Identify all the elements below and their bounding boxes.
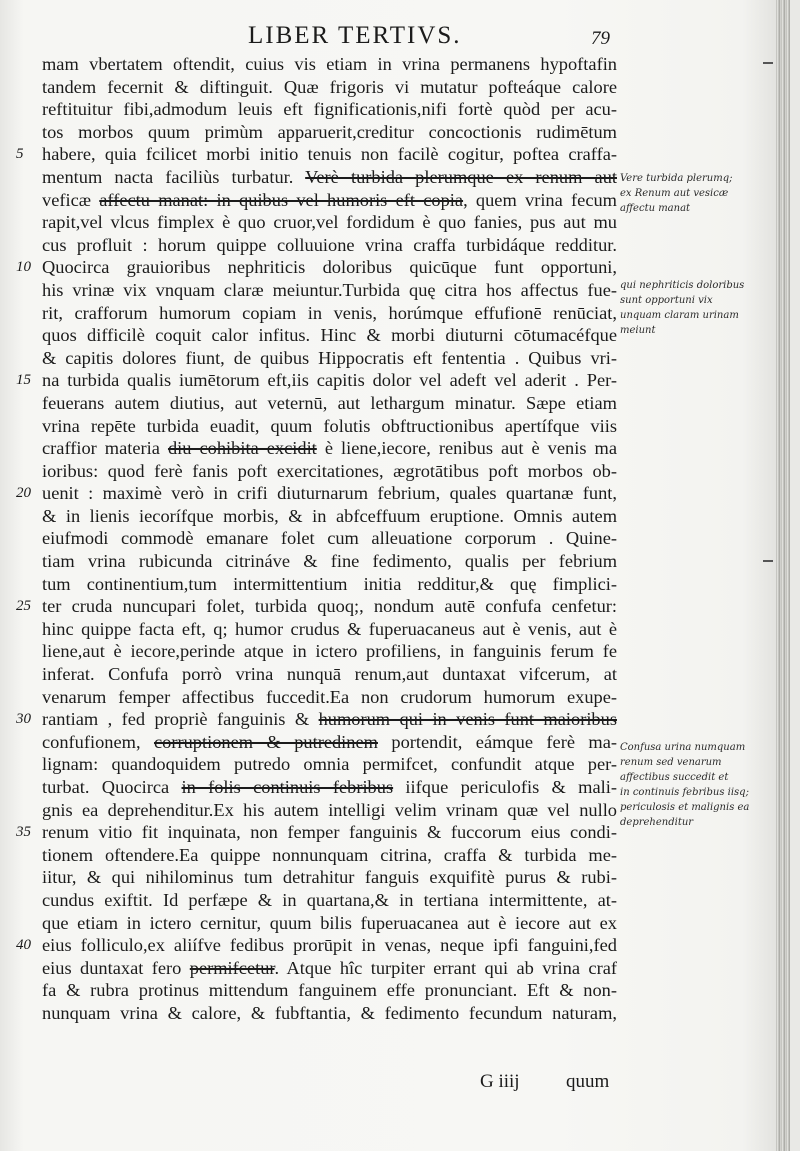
line-text: iifque periculofis & mali- <box>393 777 617 797</box>
line-text: feuerans autem diutius, aut veternū, aut lethargum minatur. Sæpe etiam <box>42 392 617 413</box>
line-text: confufionem, <box>42 731 154 752</box>
text-line <box>42 234 617 257</box>
text-line <box>42 98 617 121</box>
text-line <box>42 76 617 99</box>
text-line <box>42 437 617 460</box>
line-text: lignam: quandoquidem putredo omnia permifcet, confundit atque per- <box>42 754 617 775</box>
line-text: habere, quia fcilicet morbi initio tenuis non facilè cogitur, poftea craffa- <box>42 144 617 165</box>
text-line <box>42 324 617 347</box>
line-text: turbat. Quocirca <box>42 777 182 797</box>
struck-text: diu cohibita excidit <box>167 438 317 459</box>
line-text: tandem fecernit & diftinguit. Quæ frigoris vi mutatur pofteáque calore <box>42 76 617 97</box>
margin-note-line: deprehenditur <box>620 817 694 828</box>
running-head <box>0 22 790 52</box>
line-text: vrina repēte turbida euadit, quum folutis obftructionibus apertífque viis <box>42 415 617 436</box>
line-text: , quem vrina fecum <box>463 189 617 210</box>
line-text: cus profluit : horum quippe colluuione vrina craffa turbidáque redditur. <box>42 234 617 255</box>
line-text: cundus exiftit. Id perfæpe & in quartana,& in tertiana intermittente, at- <box>42 889 617 910</box>
line-text: & capitis dolores fiunt, de quibus Hippocratis eft fententia . Quibus vri- <box>42 347 617 368</box>
line-number: 30 <box>16 711 31 728</box>
text-line <box>42 415 617 438</box>
struck-text: corruptionem & putredinem <box>153 731 378 752</box>
line-text: liene,aut è iecore,perinde atque in ictero profiliens, in fanguinis ferum fe <box>42 641 617 662</box>
line-text: que etiam in ictero cernitur, quum bilis fuperuacanea aut è iecore aut ex <box>42 912 617 933</box>
margin-note-line: periculosis et malignis ea <box>620 802 750 813</box>
text-line <box>42 979 617 1002</box>
line-text: eiufmodi commodè emanare folet cum alleuatione corporum . Quine- <box>42 528 617 549</box>
line-text: è liene,iecore, renibus aut è venis ma <box>316 438 617 459</box>
line-text: eius duntaxat fero <box>42 957 190 978</box>
text-line <box>42 731 617 754</box>
text-line <box>42 347 617 370</box>
text-line <box>16 143 617 166</box>
text-line <box>42 844 617 867</box>
line-text: mentum nacta faciliùs turbatur. <box>42 166 306 187</box>
text-line <box>42 618 617 641</box>
margin-note-line: unquam claram urinam <box>620 310 739 321</box>
text-line <box>42 53 617 76</box>
line-number: 10 <box>16 259 31 276</box>
line-text: tos morbos quum primùm apparuerit,creditur concoctionis rudimētum <box>42 121 617 142</box>
text-line <box>16 821 617 844</box>
margin-note-line: sunt opportuni vix <box>620 295 713 306</box>
struck-text: Verè turbida plerumque ex renum aut <box>305 166 617 187</box>
margin-note-3 <box>620 740 780 830</box>
margin-note-line: affectibus succedit et <box>620 772 729 783</box>
margin-note-line: ex Renum aut vesicæ <box>620 188 729 199</box>
line-text: iitur, & qui nihilominus tum detrahitur fanguis exquifitè purus & rubi- <box>42 867 617 888</box>
struck-text: permifcetur <box>189 957 275 978</box>
margin-note-line: Vere turbida plerumq; <box>620 173 733 184</box>
line-number: 20 <box>16 485 31 502</box>
text-line <box>16 708 617 731</box>
text-line <box>42 302 617 325</box>
line-text: ter cruda nuncupari folet, turbida quoq;, nondum autē confufa cenfetur: <box>42 596 617 617</box>
line-text: veficæ <box>42 189 100 210</box>
line-text: rantiam , fed propriè fanguinis & <box>42 709 319 730</box>
text-line <box>42 550 617 573</box>
line-text: quos difficilè coquit calor infitus. Hinc & morbi diuturni cōtumacéfque <box>42 325 617 346</box>
line-number: 35 <box>16 824 31 841</box>
margin-note-line: renum sed venarum <box>620 757 722 768</box>
line-text: renum vitio fit inquinata, non femper fanguinis & fuccorum eius condi- <box>42 822 617 843</box>
line-text: & in lienis iecorífque morbis, & in abfceffuum eruptione. Omnis autem <box>42 505 617 526</box>
struck-text: affectu manat: in quibus vel humoris eft copia <box>99 189 464 210</box>
line-text: mam vbertatem oftendit, cuius vis etiam in vrina permanens hypoftafin <box>42 54 617 74</box>
text-line <box>42 166 617 189</box>
line-number: 40 <box>16 937 31 954</box>
text-line <box>42 505 617 528</box>
text-line <box>42 753 617 776</box>
text-line <box>16 369 617 392</box>
line-text: reftituitur fibi,admodum leuis eft fignificationis,nifi fortè quòd per acu- <box>42 99 617 120</box>
margin-note-2 <box>620 278 780 338</box>
text-line <box>42 189 617 212</box>
line-text: fa & rubra protinus mittendum fanguinem effe pronunciant. Eft & non- <box>42 980 617 1001</box>
page-footer <box>0 1071 790 1095</box>
line-number: 15 <box>16 372 31 389</box>
margin-tick-mark <box>763 560 773 562</box>
text-line <box>42 640 617 663</box>
text-line <box>42 121 617 144</box>
text-line <box>42 799 617 822</box>
text-line <box>42 912 617 935</box>
line-text: hinc quippe facta eft, q; humor crudus & fuperuacaneus aut è venis, aut è <box>42 618 617 639</box>
line-number: 25 <box>16 598 31 615</box>
struck-text: humorum qui in venis funt maioribus <box>318 709 617 730</box>
text-line <box>42 1002 617 1025</box>
text-line <box>42 866 617 889</box>
line-text: tum continentium,tum intermittentium initia redditur,& quę fimplici- <box>42 573 617 594</box>
text-line <box>16 934 617 957</box>
text-line <box>42 211 617 234</box>
margin-tick-mark <box>763 62 773 64</box>
main-text-block <box>16 53 617 1025</box>
line-text: na turbida qualis iumētorum eft,iis capitis dolor vel adeft vel aderit . Per- <box>42 370 617 391</box>
line-text: . Atque hîc turpiter errant qui ab vrina craf <box>274 957 617 978</box>
text-line <box>42 663 617 686</box>
line-text: portendit, eámque ferè ma- <box>377 731 617 752</box>
line-text: inferat. Confufa porrò vrina nunquā renum,aut duntaxat vifcerum, at <box>42 664 617 685</box>
text-line <box>42 776 617 799</box>
line-text: tionem oftendere.Ea quippe nonnunquam citrina, craffa & turbida me- <box>42 844 617 865</box>
text-line <box>42 392 617 415</box>
line-text: craffior materia <box>42 438 168 459</box>
line-text: rapit,vel vlcus fimplex è quo cruor,vel fordidum è quo fanies, pus aut mu <box>42 212 617 233</box>
margin-note-line: in continuis febribus iisq; <box>620 787 749 798</box>
margin-note-line: qui nephriticis doloribus <box>620 280 745 291</box>
line-text: rit, crafforum humorum copiam in venis, horúmque effufionē renūciat, <box>42 302 617 323</box>
folio-number: 79 <box>591 28 610 49</box>
catchword: quum <box>566 1071 610 1092</box>
text-line <box>42 279 617 302</box>
show-through-smudge <box>38 1094 138 1112</box>
text-line <box>42 957 617 980</box>
line-text: his vrinæ vix vnquam claræ meiuntur.Turbida quę citra hos affectus fue- <box>42 279 617 300</box>
line-text: tiam vrina rubicunda citrináve & fine fedimento, qualis per febrium <box>42 551 617 572</box>
struck-text: in folis continuis febribus <box>181 777 394 797</box>
line-text: nunquam vrina & calore, & fubftantia, & fedimento fecundum naturam, <box>42 1002 617 1023</box>
running-head-title: LIBER TERTIVS. <box>248 22 462 49</box>
line-text: uenit : maximè verò in crifi diuturnarum febrium, quales quartanæ funt, <box>42 483 617 504</box>
margin-note-line: affectu manat <box>620 203 691 214</box>
line-text: Quocirca grauioribus nephriticis doloribus quicūque funt opportuni, <box>42 257 617 278</box>
text-line <box>42 889 617 912</box>
margin-note-line: meiunt <box>620 325 656 336</box>
margin-note-1 <box>620 171 780 216</box>
text-line <box>42 460 617 483</box>
line-text: venarum femper affectibus fuccedit.Ea non crudorum humorum exupe- <box>42 686 617 707</box>
text-line <box>42 527 617 550</box>
text-line <box>42 573 617 596</box>
line-text: eius folliculo,ex aliífve fedibus prorūpit in venas, neque ipfi fanguini,fed <box>42 935 617 956</box>
text-line <box>42 686 617 709</box>
text-line <box>16 482 617 505</box>
margin-note-line: Confusa urina numquam <box>620 742 746 753</box>
text-line <box>16 256 617 279</box>
line-text: gnis ea deprehenditur.Ex his autem intelligi velim vrinam quæ vel nullo <box>42 799 617 820</box>
line-number: 5 <box>16 146 24 163</box>
line-text: ioribus: quod ferè fanis poft exercitationes, ægrotātibus poft morbos ob- <box>42 460 617 481</box>
text-line <box>16 595 617 618</box>
signature-mark: G iiij <box>480 1071 520 1092</box>
